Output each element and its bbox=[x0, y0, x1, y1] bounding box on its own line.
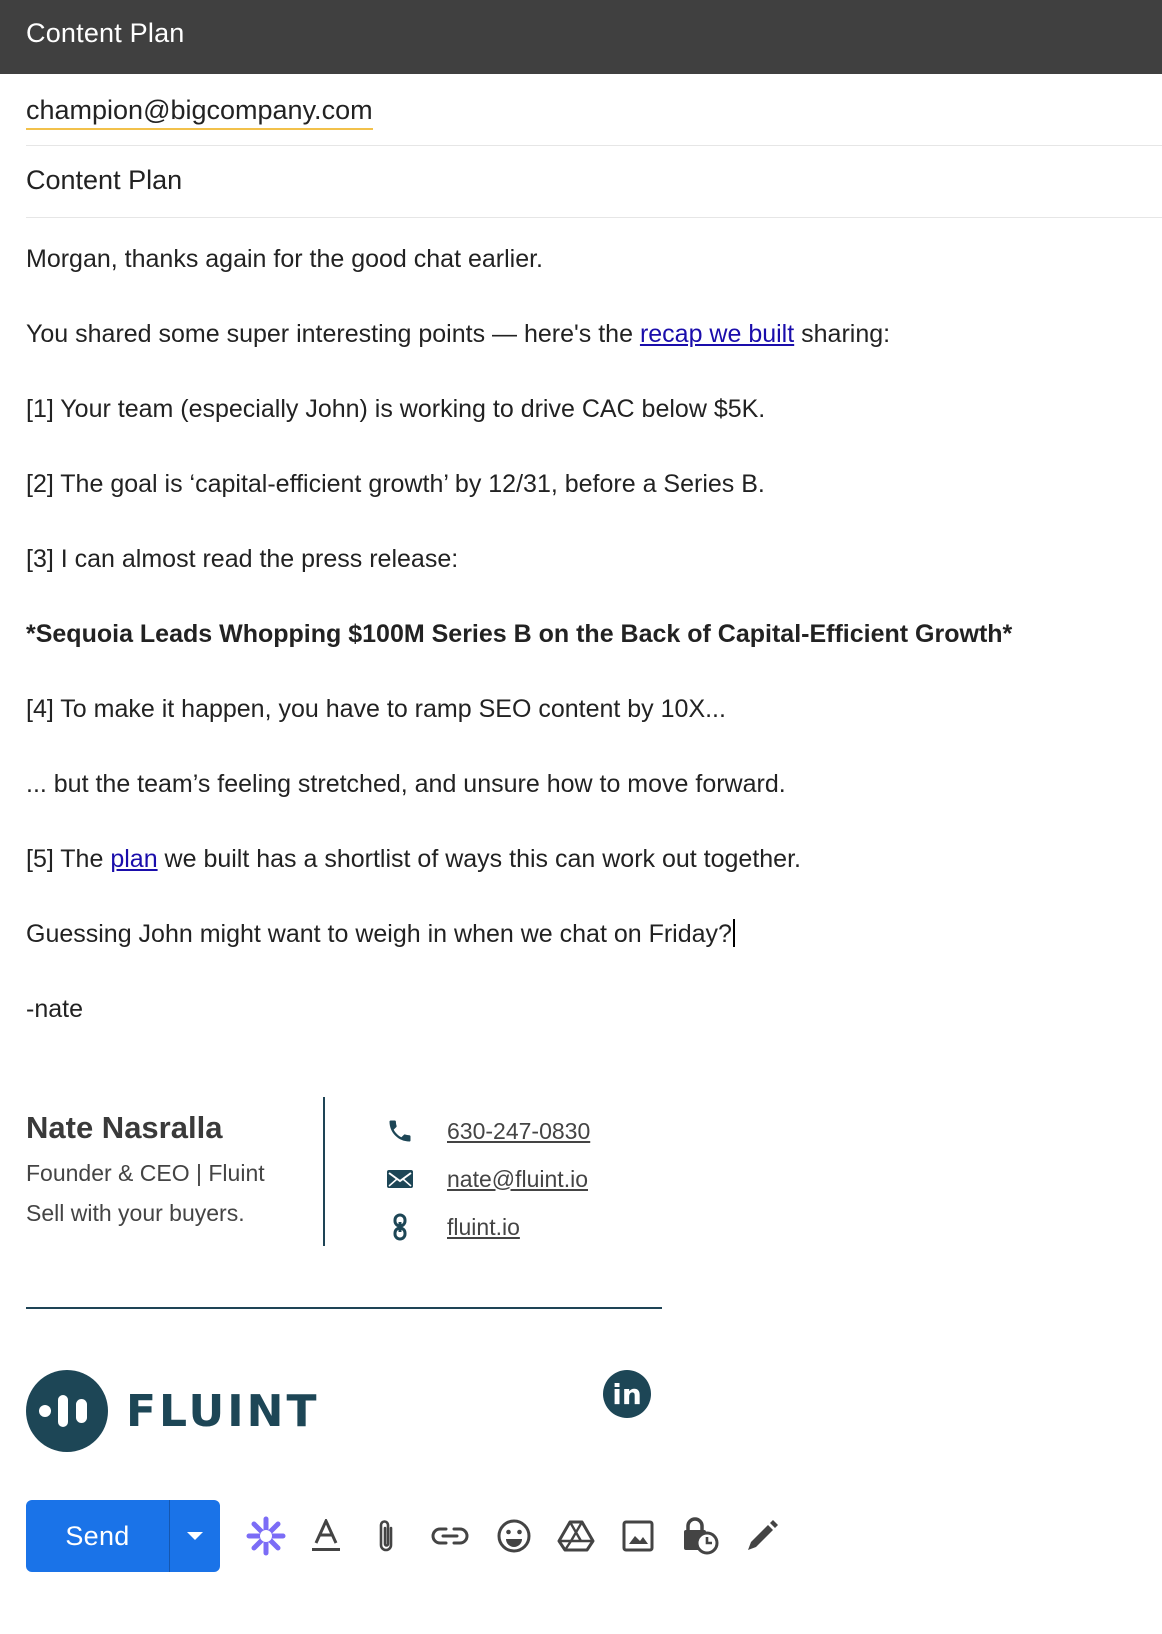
signature-title: Founder & CEO | Fluint bbox=[26, 1160, 265, 1186]
body-point-2: [2] The goal is ‘capital-efficient growth’ by 12/31, before a Series B. bbox=[26, 470, 765, 498]
phone-link[interactable]: 630-247-0830 bbox=[447, 1117, 591, 1144]
recap-link[interactable]: recap we built bbox=[639, 320, 795, 348]
body-signoff: -nate bbox=[26, 995, 83, 1023]
recap-line-pre: You shared some super interesting points — here's the bbox=[26, 320, 640, 348]
signature-rule bbox=[26, 1307, 662, 1309]
subject-field[interactable] bbox=[26, 146, 1162, 218]
question-text: Guessing John might want to weigh in when we chat on Friday? bbox=[26, 920, 732, 948]
body-point-3: [3] I can almost read the press release: bbox=[26, 545, 459, 573]
fluint-logo-text: FLUINT bbox=[126, 1385, 320, 1437]
format-text-icon[interactable] bbox=[304, 1514, 348, 1558]
signature-tagline: Sell with your buyers. bbox=[26, 1200, 245, 1226]
mail-icon bbox=[385, 1164, 415, 1194]
send-button-group bbox=[26, 1500, 220, 1572]
insert-link-icon[interactable] bbox=[428, 1514, 472, 1558]
recap-line-post: sharing: bbox=[794, 320, 891, 348]
body-question[interactable] bbox=[26, 918, 735, 950]
signature-website-row[interactable] bbox=[385, 1209, 520, 1245]
fluint-logo-mark bbox=[26, 1370, 108, 1452]
signature-name: Nate Nasralla bbox=[26, 1110, 223, 1145]
recipient-chip[interactable]: champion@bigcompany.com bbox=[26, 94, 373, 130]
ai-assist-icon[interactable] bbox=[244, 1514, 288, 1558]
signature-icon[interactable] bbox=[740, 1514, 784, 1558]
body-point-4-continued: ... but the team’s feeling stretched, and unsure how to move forward. bbox=[26, 770, 786, 798]
phone-icon bbox=[385, 1116, 415, 1146]
linkedin-icon[interactable]: in bbox=[603, 1370, 651, 1418]
drive-icon[interactable] bbox=[554, 1514, 598, 1558]
confidential-mode-icon[interactable] bbox=[678, 1514, 722, 1558]
website-link[interactable]: fluint.io bbox=[447, 1213, 520, 1240]
signature-divider bbox=[323, 1097, 325, 1246]
body-point-5 bbox=[26, 843, 801, 875]
email-link[interactable]: nate@fluint.io bbox=[447, 1165, 588, 1192]
signature-email-row[interactable] bbox=[385, 1161, 588, 1197]
emoji-icon[interactable] bbox=[492, 1514, 536, 1558]
point5-post: we built has a shortlist of ways this can work out together. bbox=[157, 845, 801, 873]
link-icon bbox=[385, 1212, 415, 1242]
body-recap-line bbox=[26, 318, 890, 350]
body-point-4: [4] To make it happen, you have to ramp SEO content by 10X... bbox=[26, 695, 726, 723]
point5-pre: [5] The bbox=[26, 845, 111, 873]
text-cursor bbox=[733, 919, 735, 947]
signature-phone-row[interactable] bbox=[385, 1113, 591, 1149]
body-headline: *Sequoia Leads Whopping $100M Series B on the Back of Capital-Efficient Growth* bbox=[26, 620, 1013, 648]
window-title: Content Plan bbox=[0, 0, 1162, 74]
fluint-logo bbox=[26, 1370, 319, 1452]
body-greeting: Morgan, thanks again for the good chat earlier. bbox=[26, 245, 543, 273]
subject-text[interactable]: Content Plan bbox=[26, 165, 183, 195]
dropdown-arrow-icon bbox=[186, 1531, 204, 1541]
attach-icon[interactable] bbox=[364, 1514, 408, 1558]
plan-link[interactable]: plan bbox=[110, 845, 158, 873]
body-point-1: [1] Your team (especially John) is working to drive CAC below $5K. bbox=[26, 395, 766, 423]
insert-photo-icon[interactable] bbox=[616, 1514, 660, 1558]
to-field[interactable] bbox=[26, 74, 1162, 146]
send-options-button[interactable] bbox=[170, 1500, 220, 1572]
send-button[interactable]: Send bbox=[26, 1500, 170, 1572]
